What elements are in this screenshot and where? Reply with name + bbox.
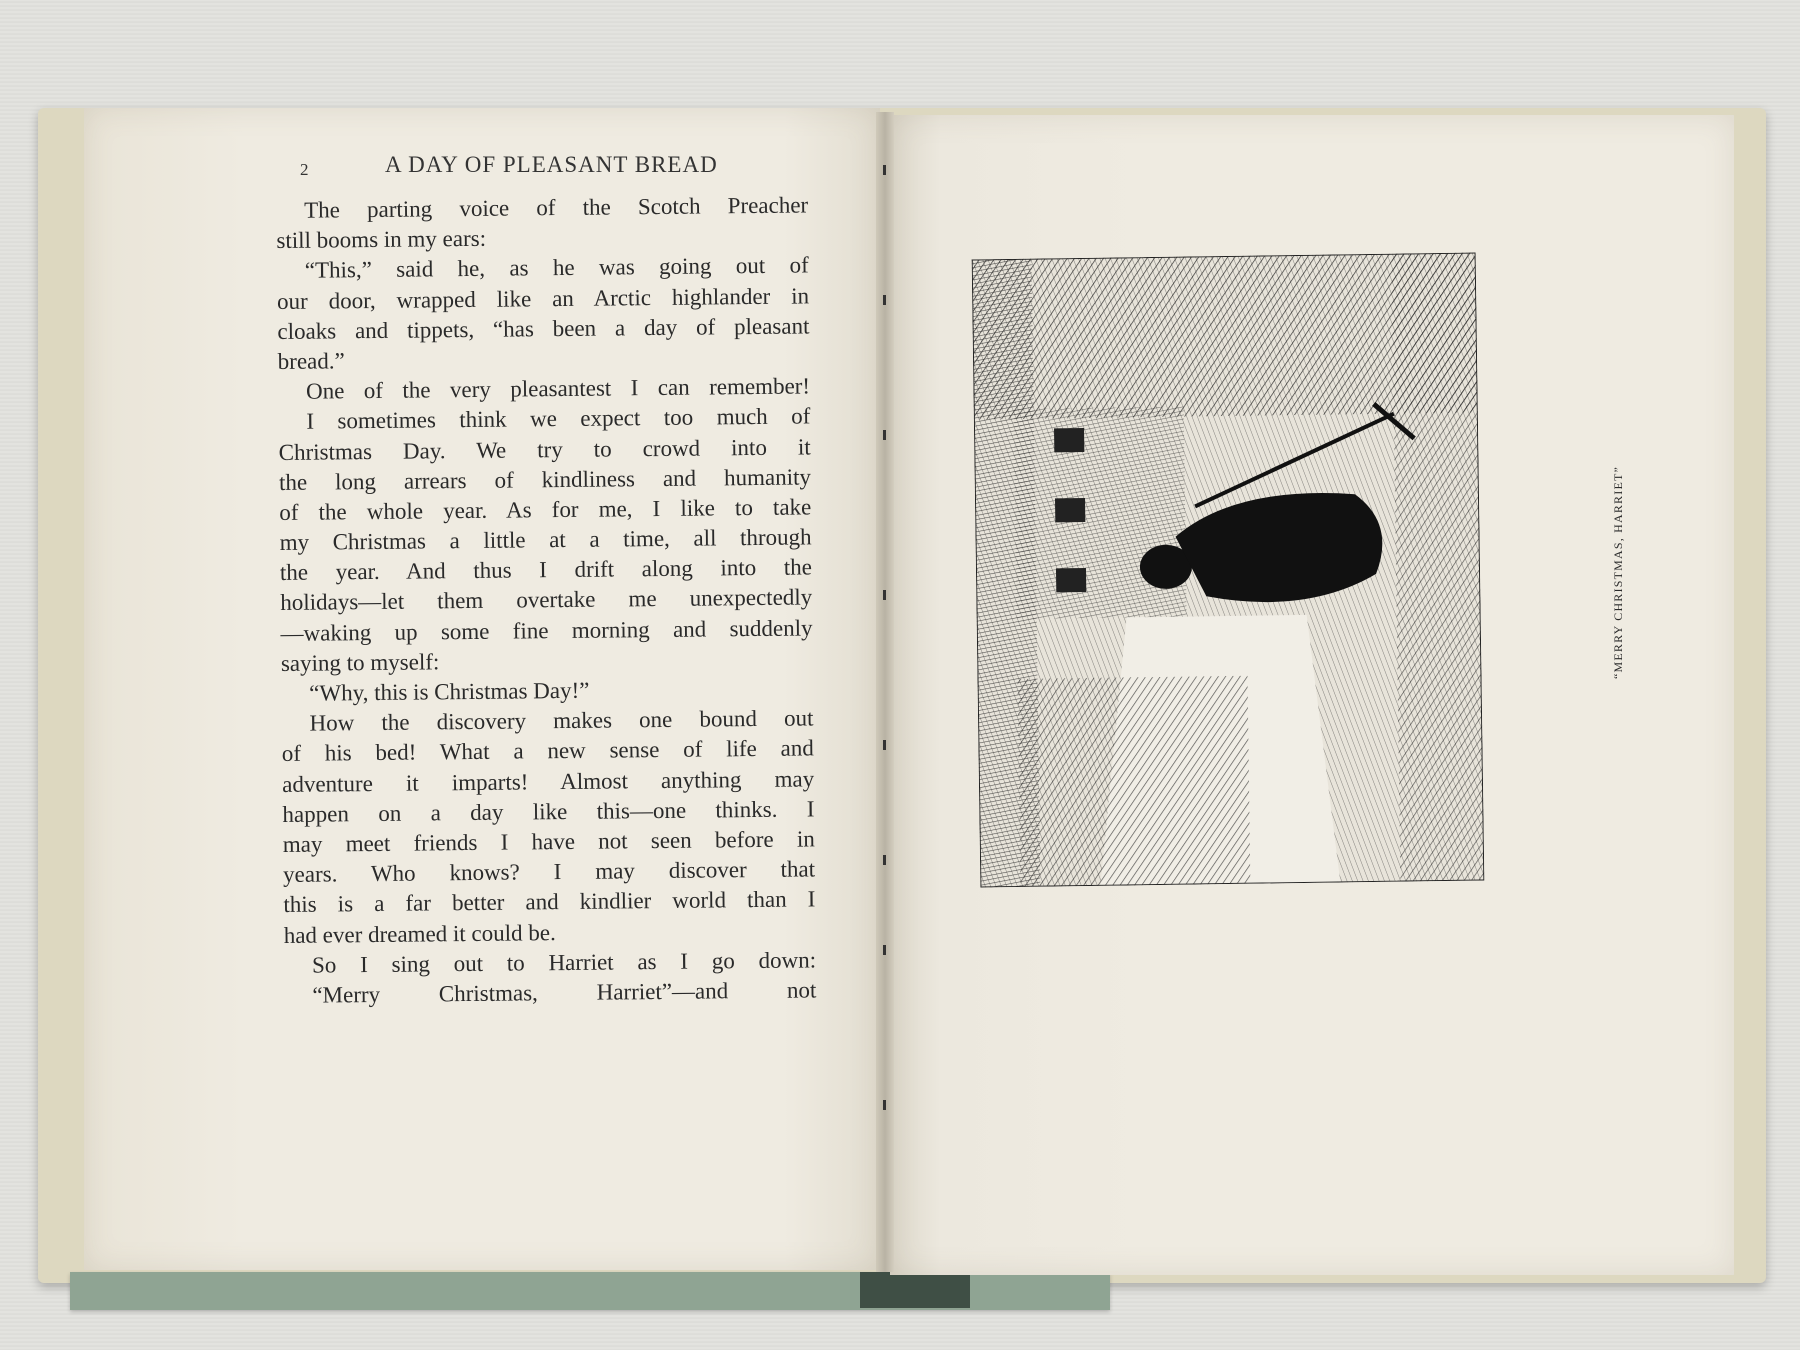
text-line: adventure it imparts! Almost anything may [282,765,815,797]
text-line: years. Who knows? I may discover that [282,856,816,888]
binding-stitch [883,945,886,955]
book-gutter [876,112,894,1272]
text-line: holidays—let them overtake me unexpectedly [280,584,813,616]
illustration-plate [972,253,1485,888]
text-line: the year. And thus I drift along into the [279,554,813,586]
binding-stitch [883,740,886,750]
text-line: “Merry Christmas, Harriet”—and not [312,977,817,1008]
page-number: 2 [300,160,309,179]
binding-stitch [883,165,886,175]
text-line: The parting voice of the Scotch Preacher [304,192,809,223]
text-line: had ever dreamed it could be. [283,919,556,948]
text-line: bread.” [277,348,345,374]
text-line: How the discovery makes one bound out [309,705,814,736]
binding-stitch [883,295,886,305]
text-line: my Christmas a little at a time, all through [279,524,812,556]
cover-spine-strip [860,1272,970,1308]
running-head-title: A DAY OF PLEASANT BREAD [385,152,718,177]
text-line: happen on a day like this—one thinks. I [282,796,815,827]
text-line: —waking up some fine morning and suddenly [280,615,813,646]
text-line: Christmas Day. We try to crowd into it [278,433,811,465]
binding-stitch [883,430,886,440]
text-line: One of the very pleasantest I can remember! [305,373,811,404]
plate-caption: “MERRY CHRISTMAS, HARRIET” [1611,465,1626,680]
text-line: of the whole year. As for me, I like to take [279,494,812,525]
text-line: our door, wrapped like an Arctic highlander in [276,282,810,314]
text-line: may meet friends I have not seen before in [282,826,815,857]
text-line: “Why, this is Christmas Day!” [309,677,590,706]
text-line: of his bed! What a new sense of life and [281,735,814,767]
text-line: the long arrears of kindliness and humanity [278,464,812,495]
body-text [276,190,817,1011]
text-line: cloaks and tippets, “has been a day of pleasant [277,313,810,344]
running-head [300,152,730,182]
binding-stitch [883,1100,886,1110]
text-line: still booms in my ears: [276,225,487,254]
text-line: saying to myself: [280,649,440,676]
binding-stitch [883,855,886,865]
binding-stitch [883,590,886,600]
text-line: “This,” said he, as he was going out of [304,252,809,284]
text-line: this is a far better and kindlier world than I [283,886,816,918]
text-line: I sometimes think we expect too much of [306,403,811,435]
text-line: So I sing out to Harriet as I go down: [311,947,817,978]
